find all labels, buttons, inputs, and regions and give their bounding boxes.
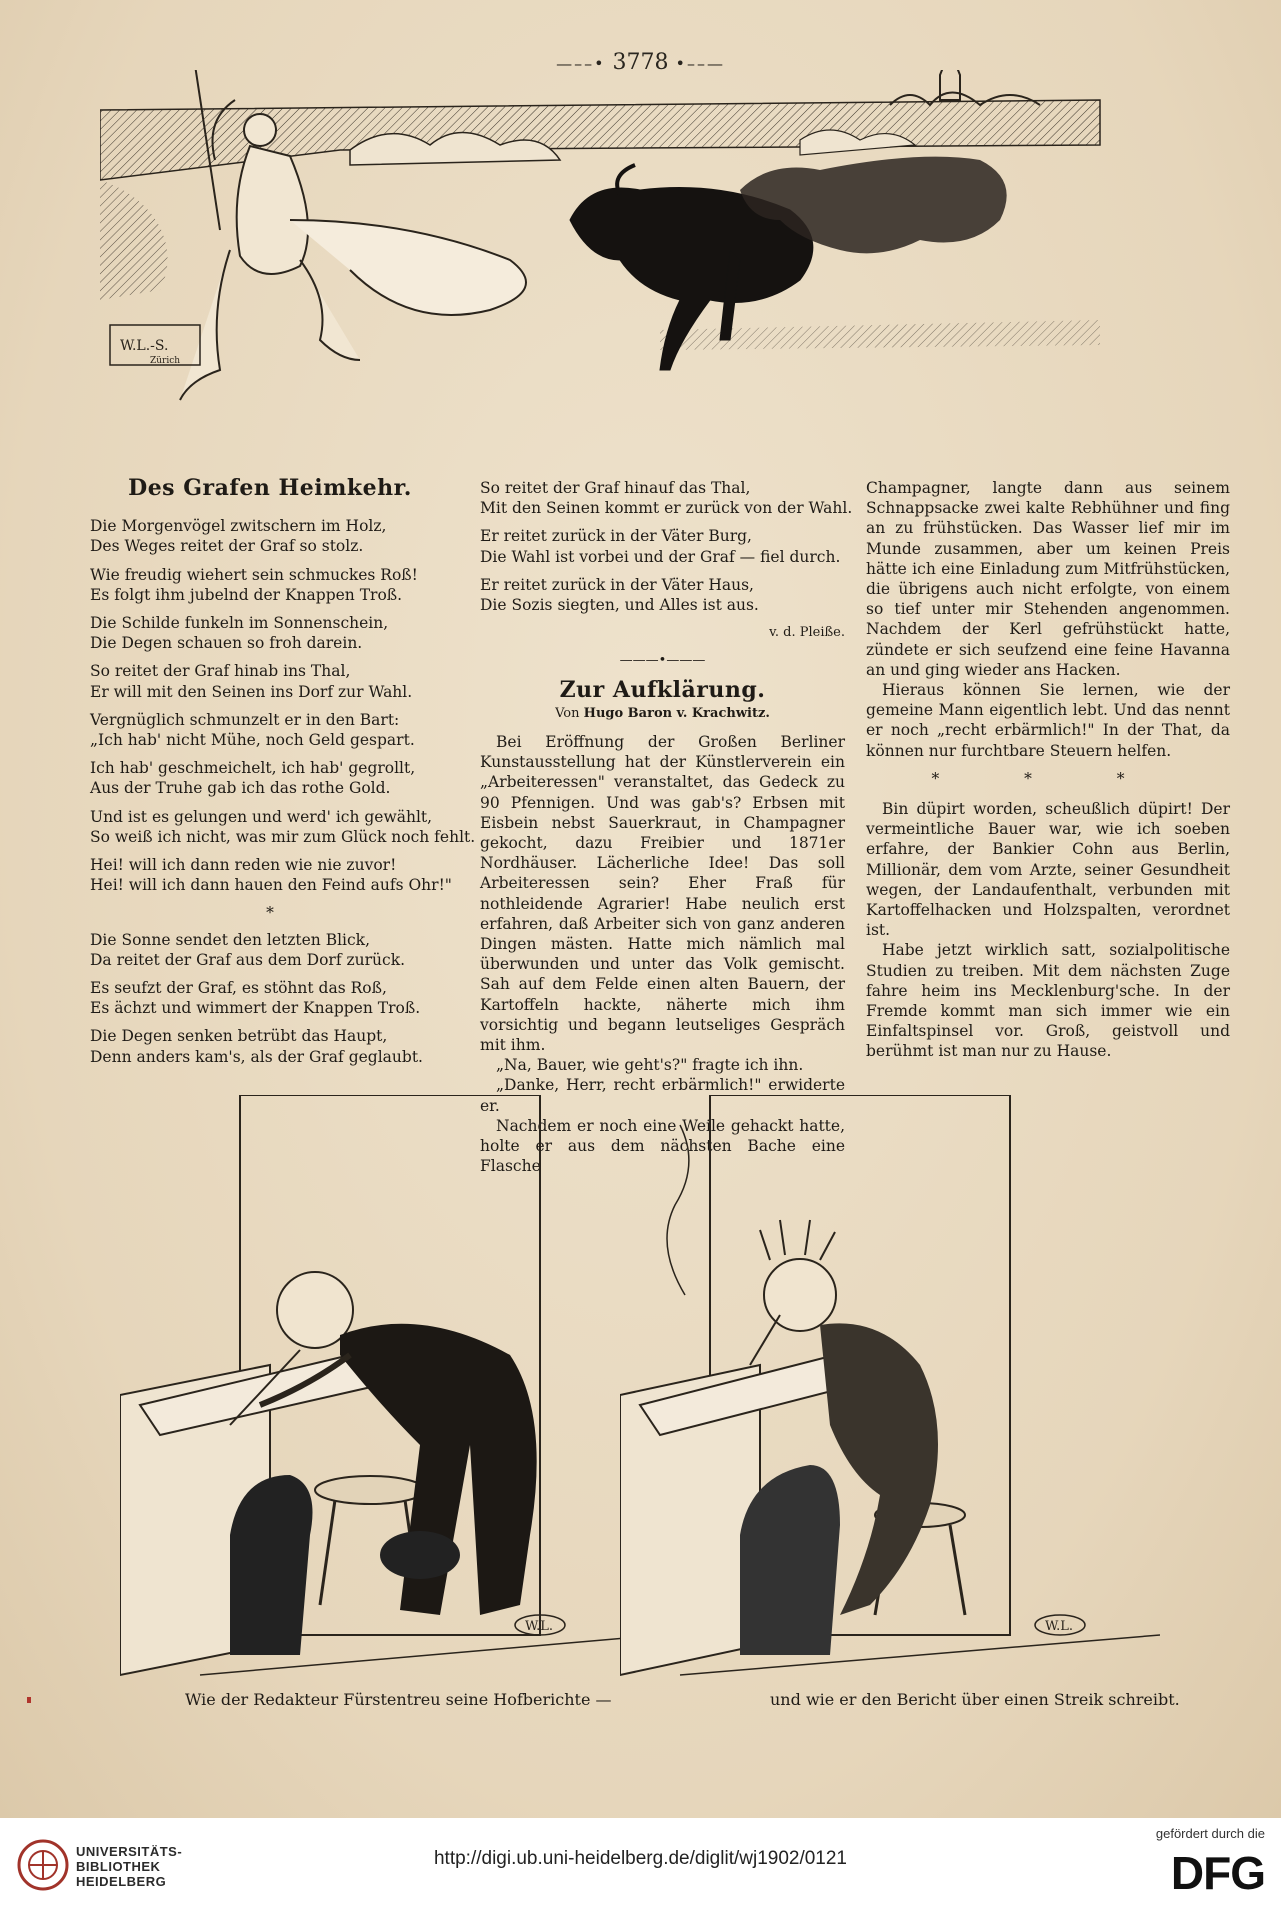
stool-icon <box>315 1476 425 1504</box>
poem-line: Aus der Truhe gab ich das rothe Gold. <box>90 779 391 798</box>
poem-line: So weiß ich nicht, was mir zum Glück noch fehlt. <box>90 827 476 846</box>
institution-line: BIBLIOTHEK <box>76 1859 161 1874</box>
poem-line: Denn anders kam's, als der Graf geglaubt. <box>90 1047 423 1066</box>
pen-icon <box>750 1315 780 1365</box>
cartoon-editor-strike-report <box>620 1095 1160 1695</box>
institution-line: HEIDELBERG <box>76 1874 167 1889</box>
poem-line: Die Morgenvögel zwitschern im Holz, <box>90 517 387 536</box>
cartoon-editor-court-report <box>120 1095 660 1695</box>
page-number: 3778 <box>612 50 669 75</box>
article-paragraph: Habe jetzt wirklich satt, sozialpolitische Studien zu treiben. Mit dem nächsten Zuge fahre heim ins Mecklenburg'sche. In der Fremde kommt man sich immer wie ein Einfaltspinsel vor. Groß, geistvoll und berühmt ist man nur zu Hause. <box>866 941 1230 1061</box>
cartoon-signature: W.L. <box>525 1619 553 1634</box>
article-paragraph: Champagner, langte dann aus seinem Schnappsacke zwei kalte Rebhühner und fing an zu frühstücken. Das Wasser lief mir im Munde zusammen, aber um keinen Preis hätte ich eine Einladung zum Mitfrühstücken, die übrigens auch nicht erfolgte, von einem so tief unter mir Stehenden angenommen. Nachdem der Kerl gefrühstückt hatte, zündete er sich seufzend eine feine Havanna an und ging wieder ans Hacken. <box>866 479 1230 679</box>
column-3 <box>866 478 1230 1062</box>
byline-prefix: Von <box>555 705 580 721</box>
poem-title: Des Grafen Heimkehr. <box>128 475 412 501</box>
hunched-editor-figure <box>820 1323 938 1615</box>
red-mark <box>27 1697 31 1703</box>
artist-signature-place: Zürich <box>150 356 181 366</box>
page-number-ornament-left: —––• <box>556 54 606 73</box>
artist-signature: W.L.-S. <box>120 338 169 354</box>
poem-line: Er reitet zurück in der Väter Haus, <box>480 575 754 594</box>
article-paragraph: „Na, Bauer, wie geht's?" fragte ich ihn. <box>496 1056 804 1075</box>
poem-line: Ich hab' geschmeichelt, ich hab' gegrollt, <box>90 759 416 778</box>
caption-right: und wie er den Bericht über einen Streik schreibt. <box>770 1690 1180 1709</box>
article-paragraph: Nachdem er noch eine Weile gehackt hatte, holte er aus dem nächsten Bache eine Flasche <box>480 1116 845 1176</box>
poem-line: Hei! will ich dann reden wie nie zuvor! <box>90 856 397 875</box>
poem-line: Es seufzt der Graf, es stöhnt das Roß, <box>90 979 387 998</box>
institution-line: UNIVERSITÄTS- <box>76 1844 183 1859</box>
poem-line: Die Schilde funkeln im Sonnenschein, <box>90 614 389 633</box>
poem-signature: v. d. Pleiße. <box>769 625 845 641</box>
poem-line: Die Degen senken betrübt das Haupt, <box>90 1027 388 1046</box>
article-paragraph: Hieraus können Sie lernen, wie der gemeine Mann eigentlich lebt. Und das nennt er noch „recht erbärmlich!" In der That, da können nur furchtbare Steuern helfen. <box>866 681 1230 760</box>
poem-line: Die Degen schauen so froh darein. <box>90 634 363 653</box>
article-paragraph: Bei Eröffnung der Großen Berliner Kunstausstellung hat der Künstlerverein ein „Arbeiteressen" veranstaltet, das Gedeck zu 90 Pfennigen. Und was gab's? Erbsen mit Eisbein nebst Sauerkraut, in Champagner gekocht, dazu Freibier und 1871er Nordhäuser. Lächerliche Idee! Das soll Arbeiteressen sein? Eher Fraß für nothleidende Agrarier! Habe neulich erst erfahren, daß Arbeiter sich von ganz anderen Dingen mästen. Hatte mich nämlich mal überwunden und unter das Volk gemischt. Sah auf dem Felde einen alten Bauern, der Kartoffeln hackte, näherte mich ihm vorsichtig und begann leutseliges Gespräch mit ihm. <box>480 733 845 1055</box>
poem-line: Hei! will ich dann hauen den Feind aufs Ohr!" <box>90 876 452 895</box>
poem-line: So reitet der Graf hinauf das Thal, <box>480 479 751 497</box>
poem-line: Vergnüglich schmunzelt er in den Bart: <box>90 710 400 729</box>
poem-line: Die Wahl ist vorbei und der Graf — fiel durch. <box>480 547 841 566</box>
poem-line: Er will mit den Seinen ins Dorf zur Wahl. <box>90 682 413 701</box>
poem-line: Wie freudig wiehert sein schmuckes Roß! <box>90 565 418 584</box>
byline-author: Hugo Baron v. Krachwitz. <box>583 705 770 721</box>
article-paragraph: Bin düpirt worden, scheußlich düpirt! Der vermeintliche Bauer war, wie ich soeben erfahre, der Bankier Cohn aus Berlin, Millionär, dem vom Arzte, seiner Gesundheit wegen, der Landaufenthalt, verbunden mit Kartoffelhacken und Holzspalten, verordnet ist. <box>866 800 1230 940</box>
caption-left: Wie der Redakteur Fürstentreu seine Hofberichte — <box>185 1690 612 1709</box>
column-2 <box>480 478 853 1177</box>
column-1 <box>90 475 476 1075</box>
article-title: Zur Aufklärung. <box>559 676 766 703</box>
desk-chair-icon <box>230 1475 313 1655</box>
poem-line: Die Sonne sendet den letzten Blick, <box>90 930 371 949</box>
poem-line: Die Sozis siegten, und Alles ist aus. <box>480 596 759 615</box>
agitated-man-head <box>764 1259 836 1331</box>
article-byline <box>480 704 845 724</box>
top-hat-icon <box>380 1531 460 1579</box>
poem-line: So reitet der Graf hinab ins Thal, <box>90 662 351 681</box>
poem-line: Mit den Seinen kommt er zurück von der Wahl. <box>480 499 853 518</box>
cartoon-signature: W.L. <box>1045 1619 1073 1634</box>
page-number-ornament-right: •––— <box>675 54 725 73</box>
sponsor-text: gefördert durch die <box>1155 1826 1265 1841</box>
poem-line: „Ich hab' nicht Mühe, noch Geld gespart. <box>90 731 415 750</box>
allegory-goats-illustration <box>100 70 1190 450</box>
poem-line: Des Weges reitet der Graf so stolz. <box>90 537 364 556</box>
poem-line: Da reitet der Graf aus dem Dorf zurück. <box>90 950 406 969</box>
wild-hair-icon <box>760 1220 835 1260</box>
poem-line: Und ist es gelungen und werd' ich gewählt, <box>90 807 433 826</box>
section-rule: ———•——— <box>619 653 706 669</box>
poem-line: Es folgt ihm jubelnd der Knappen Troß. <box>90 585 403 604</box>
poem-line: Es ächzt und wimmert der Knappen Troß. <box>90 999 421 1018</box>
section-separator: * * * <box>931 769 1165 788</box>
section-separator: * <box>266 904 274 923</box>
dfg-logo: DFG <box>1170 1847 1265 1899</box>
source-url-link[interactable]: http://digi.ub.uni-heidelberg.de/diglit/wj1902/0121 <box>433 1848 848 1869</box>
article-paragraph: „Danke, Herr, recht erbärmlich!" erwiderte er. <box>480 1076 845 1115</box>
poem-line: Er reitet zurück in der Väter Burg, <box>480 527 752 546</box>
